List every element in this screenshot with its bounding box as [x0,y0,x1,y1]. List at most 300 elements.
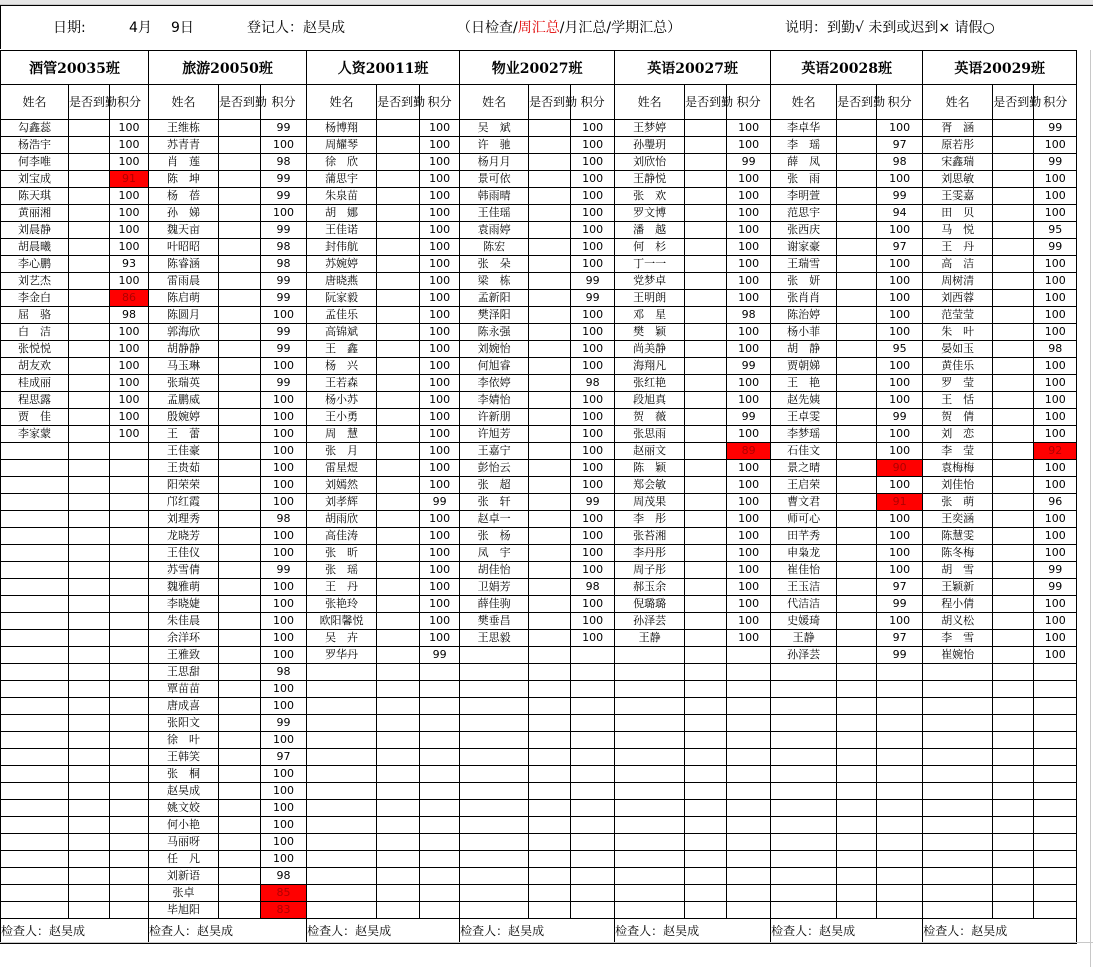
student-name[interactable] [1,613,69,630]
attendance-cell[interactable] [69,392,110,409]
attendance-cell[interactable] [219,579,261,596]
attendance-cell[interactable] [993,647,1034,664]
attendance-cell[interactable] [685,902,727,919]
student-name[interactable] [1,783,69,800]
student-name[interactable]: 李梦瑶 [771,426,837,443]
student-score[interactable]: 99 [261,290,307,307]
student-score[interactable]: 100 [261,494,307,511]
attendance-cell[interactable] [69,817,110,834]
student-name[interactable]: 范思宇 [771,205,837,222]
student-name[interactable]: 高佳涛 [307,528,377,545]
student-score[interactable] [571,834,615,851]
student-name[interactable]: 高锦斌 [307,324,377,341]
student-score[interactable] [420,766,460,783]
student-score[interactable] [110,749,149,766]
attendance-cell[interactable] [377,630,420,647]
student-name[interactable] [615,783,685,800]
student-score[interactable]: 100 [727,460,771,477]
student-name[interactable]: 贾 佳 [1,409,69,426]
student-score[interactable]: 100 [261,392,307,409]
student-score[interactable]: 100 [571,188,615,205]
student-score[interactable] [727,698,771,715]
student-score[interactable]: 91 [110,171,149,188]
student-name[interactable]: 封伟航 [307,239,377,256]
student-name[interactable] [771,698,837,715]
student-score[interactable]: 100 [727,562,771,579]
student-score[interactable]: 100 [877,375,923,392]
student-name[interactable]: 王雅致 [149,647,219,664]
attendance-cell[interactable] [993,545,1034,562]
attendance-cell[interactable] [69,443,110,460]
attendance-cell[interactable] [219,868,261,885]
attendance-cell[interactable] [69,137,110,154]
student-name[interactable]: 罗 莹 [923,375,993,392]
student-score[interactable]: 100 [727,341,771,358]
student-score[interactable]: 98 [261,868,307,885]
student-name[interactable] [1,630,69,647]
attendance-cell[interactable] [529,426,571,443]
student-name[interactable] [460,681,529,698]
attendance-cell[interactable] [69,171,110,188]
student-score[interactable] [877,868,923,885]
attendance-cell[interactable] [529,171,571,188]
attendance-cell[interactable] [993,766,1034,783]
student-name[interactable]: 孙璺玥 [615,137,685,154]
student-score[interactable]: 100 [571,460,615,477]
student-name[interactable] [460,902,529,919]
attendance-cell[interactable] [69,851,110,868]
attendance-cell[interactable] [377,681,420,698]
student-name[interactable]: 苏青青 [149,137,219,154]
attendance-cell[interactable] [219,375,261,392]
attendance-cell[interactable] [837,783,877,800]
attendance-cell[interactable] [993,715,1034,732]
attendance-cell[interactable] [529,409,571,426]
attendance-cell[interactable] [529,630,571,647]
student-score[interactable] [727,749,771,766]
student-score[interactable]: 100 [110,358,149,375]
student-name[interactable]: 张阳文 [149,715,219,732]
student-score[interactable]: 100 [420,154,460,171]
student-score[interactable]: 100 [571,341,615,358]
student-name[interactable]: 王颖新 [923,579,993,596]
student-score[interactable]: 100 [727,477,771,494]
attendance-cell[interactable] [837,868,877,885]
attendance-cell[interactable] [837,902,877,919]
student-score[interactable]: 100 [1034,375,1077,392]
student-score[interactable]: 100 [727,426,771,443]
attendance-cell[interactable] [377,545,420,562]
student-name[interactable]: 胡义松 [923,613,993,630]
attendance-cell[interactable] [685,222,727,239]
student-name[interactable]: 胡 静 [771,341,837,358]
student-name[interactable]: 周 慧 [307,426,377,443]
student-name[interactable]: 孟佳乐 [307,307,377,324]
student-score[interactable]: 99 [877,188,923,205]
attendance-cell[interactable] [685,494,727,511]
attendance-cell[interactable] [69,800,110,817]
student-score[interactable]: 100 [727,171,771,188]
attendance-cell[interactable] [837,851,877,868]
student-score[interactable]: 100 [110,137,149,154]
student-score[interactable] [420,902,460,919]
student-score[interactable] [1034,681,1077,698]
student-name[interactable] [1,766,69,783]
student-score[interactable] [1034,715,1077,732]
student-score[interactable]: 100 [1034,290,1077,307]
student-name[interactable] [307,715,377,732]
attendance-cell[interactable] [993,613,1034,630]
student-name[interactable]: 李晓婕 [149,596,219,613]
attendance-cell[interactable] [529,137,571,154]
student-name[interactable]: 张 超 [460,477,529,494]
student-name[interactable]: 苏婉婷 [307,256,377,273]
student-name[interactable]: 杨小菲 [771,324,837,341]
student-score[interactable]: 100 [877,613,923,630]
student-score[interactable]: 100 [110,426,149,443]
attendance-cell[interactable] [377,800,420,817]
student-score[interactable]: 100 [420,392,460,409]
attendance-cell[interactable] [377,868,420,885]
attendance-cell[interactable] [837,749,877,766]
student-name[interactable]: 欧阳馨悦 [307,613,377,630]
student-score[interactable] [1034,732,1077,749]
attendance-cell[interactable] [837,698,877,715]
student-name[interactable]: 刘 恋 [923,426,993,443]
student-name[interactable] [460,647,529,664]
student-name[interactable]: 吴 斌 [460,120,529,137]
attendance-cell[interactable] [69,579,110,596]
student-score[interactable] [1034,766,1077,783]
student-name[interactable]: 赵丽文 [615,443,685,460]
student-name[interactable]: 张 妍 [771,273,837,290]
attendance-cell[interactable] [837,630,877,647]
student-name[interactable]: 张红艳 [615,375,685,392]
student-score[interactable]: 99 [261,273,307,290]
student-score[interactable]: 100 [877,562,923,579]
student-name[interactable]: 王佳仪 [149,545,219,562]
student-score[interactable]: 100 [727,392,771,409]
student-score[interactable]: 100 [571,409,615,426]
attendance-cell[interactable] [837,273,877,290]
student-score[interactable]: 100 [420,324,460,341]
student-name[interactable]: 张 月 [307,443,377,460]
student-score[interactable]: 100 [420,613,460,630]
student-name[interactable] [771,851,837,868]
student-score[interactable]: 100 [877,358,923,375]
attendance-cell[interactable] [993,137,1034,154]
student-score[interactable]: 98 [110,307,149,324]
attendance-cell[interactable] [69,188,110,205]
attendance-cell[interactable] [377,290,420,307]
student-name[interactable]: 王思毅 [460,630,529,647]
attendance-cell[interactable] [219,205,261,222]
student-score[interactable] [571,783,615,800]
student-name[interactable]: 王玉洁 [771,579,837,596]
student-score[interactable]: 100 [1034,460,1077,477]
student-score[interactable]: 100 [571,222,615,239]
student-score[interactable]: 100 [877,273,923,290]
student-score[interactable] [110,477,149,494]
student-name[interactable]: 李心鹏 [1,256,69,273]
student-name[interactable]: 张艳玲 [307,596,377,613]
student-name[interactable] [615,851,685,868]
student-score[interactable] [420,834,460,851]
attendance-cell[interactable] [377,902,420,919]
student-score[interactable] [110,715,149,732]
attendance-cell[interactable] [685,307,727,324]
student-score[interactable]: 99 [877,409,923,426]
student-name[interactable]: 姚文姣 [149,800,219,817]
attendance-cell[interactable] [993,358,1034,375]
student-name[interactable] [1,834,69,851]
attendance-cell[interactable] [529,477,571,494]
student-name[interactable]: 黄佳乐 [923,358,993,375]
student-name[interactable]: 曹文君 [771,494,837,511]
student-score[interactable]: 100 [261,409,307,426]
student-score[interactable]: 99 [261,341,307,358]
student-name[interactable]: 景可依 [460,171,529,188]
attendance-cell[interactable] [529,205,571,222]
attendance-cell[interactable] [529,188,571,205]
student-name[interactable]: 胡静静 [149,341,219,358]
attendance-cell[interactable] [69,307,110,324]
student-score[interactable]: 100 [261,698,307,715]
student-score[interactable]: 99 [261,120,307,137]
student-score[interactable]: 100 [261,579,307,596]
student-name[interactable]: 张肖肖 [771,290,837,307]
student-name[interactable] [771,766,837,783]
student-score[interactable]: 100 [727,375,771,392]
attendance-cell[interactable] [685,528,727,545]
attendance-cell[interactable] [377,222,420,239]
student-score[interactable]: 100 [420,358,460,375]
attendance-cell[interactable] [219,681,261,698]
student-name[interactable]: 宋鑫瑞 [923,154,993,171]
attendance-cell[interactable] [377,613,420,630]
attendance-cell[interactable] [529,664,571,681]
student-score[interactable]: 100 [1034,358,1077,375]
attendance-cell[interactable] [837,664,877,681]
attendance-cell[interactable] [219,273,261,290]
attendance-cell[interactable] [685,579,727,596]
student-score[interactable] [110,647,149,664]
student-name[interactable]: 谢家豪 [771,239,837,256]
attendance-cell[interactable] [529,562,571,579]
student-name[interactable] [615,664,685,681]
student-name[interactable]: 朱泉苗 [307,188,377,205]
attendance-cell[interactable] [219,817,261,834]
student-name[interactable] [1,902,69,919]
attendance-cell[interactable] [837,460,877,477]
student-score[interactable] [1034,885,1077,902]
student-name[interactable]: 孙泽芸 [615,613,685,630]
student-name[interactable]: 何小艳 [149,817,219,834]
student-score[interactable]: 99 [1034,579,1077,596]
student-score[interactable] [110,817,149,834]
student-name[interactable]: 余洋环 [149,630,219,647]
attendance-cell[interactable] [837,800,877,817]
attendance-cell[interactable] [529,545,571,562]
student-name[interactable]: 郝玉余 [615,579,685,596]
attendance-cell[interactable] [993,375,1034,392]
student-score[interactable]: 100 [110,120,149,137]
student-score[interactable]: 100 [1034,188,1077,205]
student-name[interactable]: 范莹莹 [923,307,993,324]
attendance-cell[interactable] [69,256,110,273]
attendance-cell[interactable] [529,749,571,766]
student-name[interactable] [923,817,993,834]
attendance-cell[interactable] [69,222,110,239]
attendance-cell[interactable] [685,409,727,426]
attendance-cell[interactable] [219,902,261,919]
attendance-cell[interactable] [837,137,877,154]
attendance-cell[interactable] [993,664,1034,681]
student-score[interactable]: 100 [727,528,771,545]
student-name[interactable]: 马丽呀 [149,834,219,851]
student-name[interactable]: 白 洁 [1,324,69,341]
student-name[interactable]: 勾鑫蕊 [1,120,69,137]
attendance-cell[interactable] [685,120,727,137]
student-name[interactable]: 李家蒙 [1,426,69,443]
student-score[interactable]: 100 [420,579,460,596]
student-score[interactable]: 100 [571,528,615,545]
student-name[interactable]: 王佳诺 [307,222,377,239]
attendance-cell[interactable] [993,511,1034,528]
attendance-cell[interactable] [69,681,110,698]
student-score[interactable] [877,698,923,715]
student-score[interactable]: 99 [261,562,307,579]
student-name[interactable]: 王佳瑶 [460,205,529,222]
student-name[interactable] [923,732,993,749]
student-score[interactable]: 100 [110,324,149,341]
student-score[interactable]: 92 [1034,443,1077,460]
attendance-cell[interactable] [529,120,571,137]
student-score[interactable] [110,902,149,919]
attendance-cell[interactable] [529,800,571,817]
attendance-cell[interactable] [837,120,877,137]
attendance-cell[interactable] [377,664,420,681]
attendance-cell[interactable] [377,137,420,154]
student-score[interactable] [420,783,460,800]
student-name[interactable]: 程思露 [1,392,69,409]
attendance-cell[interactable] [993,256,1034,273]
student-score[interactable]: 100 [727,239,771,256]
attendance-cell[interactable] [993,477,1034,494]
student-score[interactable] [727,732,771,749]
student-name[interactable] [1,545,69,562]
student-score[interactable]: 100 [420,409,460,426]
student-score[interactable]: 100 [1034,409,1077,426]
attendance-cell[interactable] [529,341,571,358]
student-name[interactable] [1,681,69,698]
student-score[interactable]: 93 [110,256,149,273]
student-name[interactable]: 刘宝成 [1,171,69,188]
student-name[interactable]: 何李唯 [1,154,69,171]
student-score[interactable]: 94 [877,205,923,222]
student-score[interactable] [877,681,923,698]
attendance-cell[interactable] [993,307,1034,324]
student-score[interactable]: 98 [877,154,923,171]
student-name[interactable] [615,868,685,885]
student-name[interactable] [923,800,993,817]
attendance-cell[interactable] [993,188,1034,205]
attendance-cell[interactable] [993,885,1034,902]
student-name[interactable] [1,749,69,766]
student-score[interactable]: 100 [877,443,923,460]
student-score[interactable]: 100 [571,307,615,324]
attendance-cell[interactable] [993,460,1034,477]
student-score[interactable]: 97 [877,579,923,596]
student-score[interactable]: 100 [261,426,307,443]
student-score[interactable]: 100 [571,426,615,443]
student-name[interactable] [923,783,993,800]
student-score[interactable]: 100 [727,511,771,528]
student-score[interactable]: 100 [420,528,460,545]
attendance-cell[interactable] [685,732,727,749]
attendance-cell[interactable] [685,698,727,715]
student-score[interactable]: 100 [877,477,923,494]
student-score[interactable]: 100 [110,273,149,290]
attendance-cell[interactable] [219,766,261,783]
student-name[interactable] [923,885,993,902]
attendance-cell[interactable] [377,171,420,188]
attendance-cell[interactable] [837,307,877,324]
student-score[interactable]: 99 [261,222,307,239]
student-name[interactable] [615,834,685,851]
attendance-cell[interactable] [685,681,727,698]
student-name[interactable]: 张 雨 [771,171,837,188]
attendance-cell[interactable] [685,341,727,358]
attendance-cell[interactable] [685,613,727,630]
attendance-cell[interactable] [377,239,420,256]
student-name[interactable]: 卫娟芳 [460,579,529,596]
student-score[interactable]: 100 [420,256,460,273]
student-score[interactable] [110,562,149,579]
student-score[interactable] [1034,817,1077,834]
student-name[interactable]: 徐 欣 [307,154,377,171]
attendance-cell[interactable] [529,596,571,613]
student-name[interactable]: 袁梅梅 [923,460,993,477]
attendance-cell[interactable] [993,443,1034,460]
student-name[interactable]: 杨浩宇 [1,137,69,154]
student-name[interactable]: 丁一一 [615,256,685,273]
attendance-cell[interactable] [837,324,877,341]
attendance-cell[interactable] [377,460,420,477]
attendance-cell[interactable] [377,307,420,324]
student-score[interactable] [727,851,771,868]
student-score[interactable]: 100 [261,630,307,647]
attendance-cell[interactable] [529,358,571,375]
attendance-cell[interactable] [377,732,420,749]
attendance-cell[interactable] [685,562,727,579]
student-name[interactable] [615,749,685,766]
attendance-cell[interactable] [837,171,877,188]
student-score[interactable]: 100 [420,511,460,528]
student-score[interactable]: 100 [261,137,307,154]
student-name[interactable] [615,800,685,817]
student-name[interactable]: 陈睿涵 [149,256,219,273]
student-score[interactable]: 100 [727,120,771,137]
attendance-cell[interactable] [69,613,110,630]
student-score[interactable]: 100 [877,290,923,307]
student-name[interactable]: 杨 兴 [307,358,377,375]
student-score[interactable]: 100 [420,630,460,647]
student-name[interactable]: 高 洁 [923,256,993,273]
attendance-cell[interactable] [837,222,877,239]
student-name[interactable]: 樊垂昌 [460,613,529,630]
student-name[interactable]: 倪璐璐 [615,596,685,613]
